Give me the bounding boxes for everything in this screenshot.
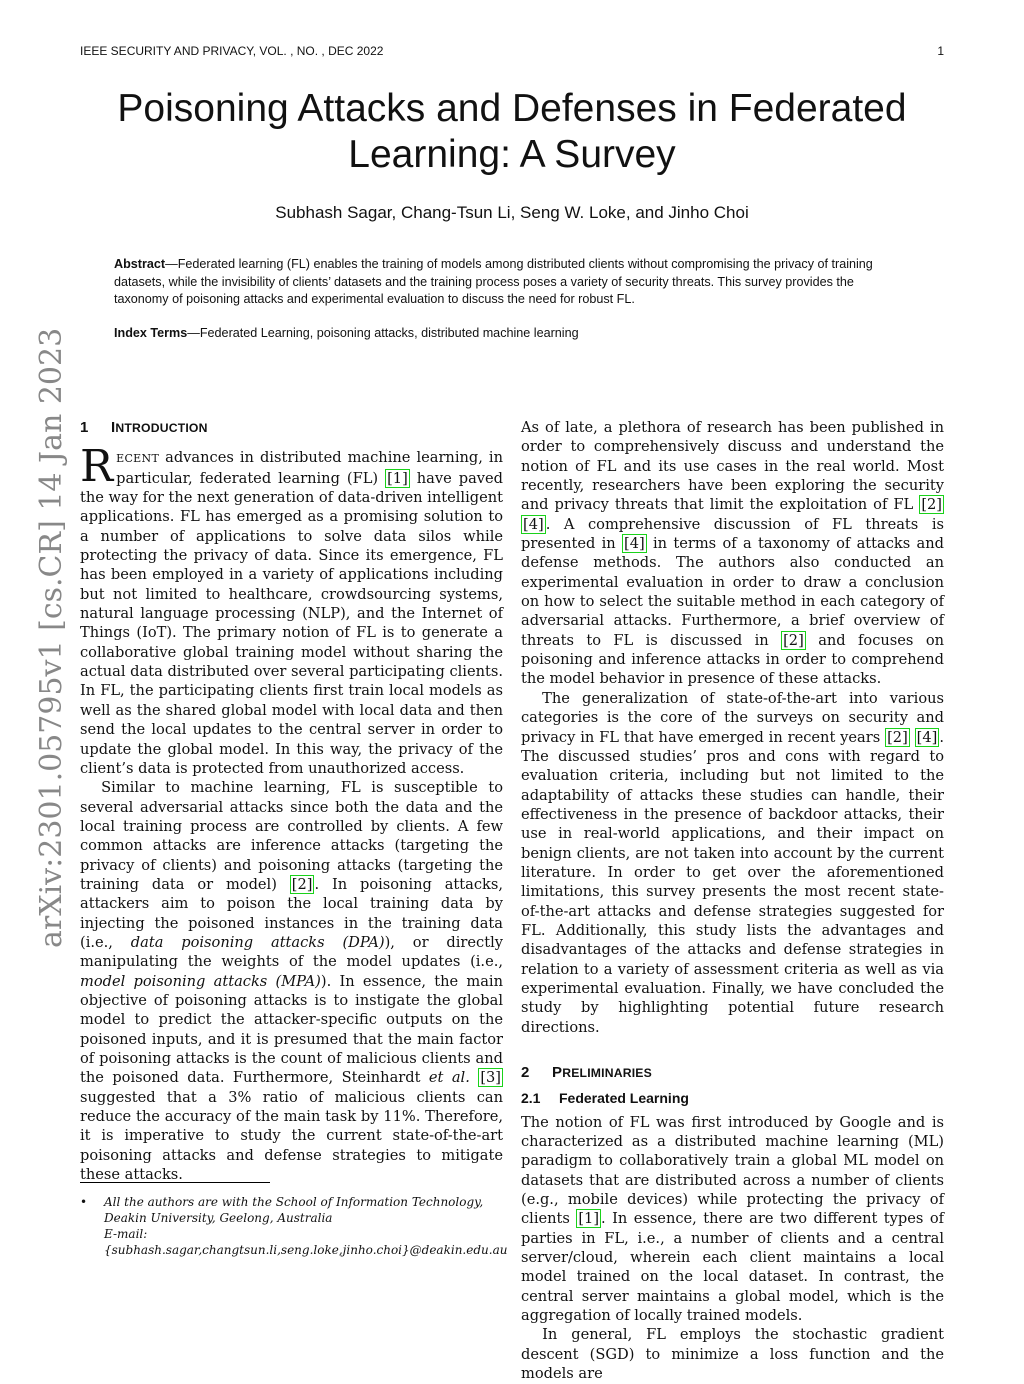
text: Similar to machine learning, FL is susceptible to several adversarial attacks since both the data and the local training process are controlled by clients. A few common attacks are inference attacks (targeting the privacy of clients) and poisoning attacks (targeting the training data or model) [80,779,503,893]
citation-link[interactable]: [2] [921,496,942,514]
emphasis: data poisoning attacks (DPA) [130,933,385,951]
paragraph [521,1113,944,1326]
abstract-label: Abstract [114,257,166,271]
text: suggested that a 3% ratio of malicious clients can reduce the accuracy of the main task by 11%. Therefore, it is imperative to study the current state-of-the-art poisoning attacks and defense strategies to mitigate these attacks. [80,1088,503,1184]
citation-link[interactable]: [2] [291,875,313,893]
text: The generalization of state-of-the-art into various categories is the core of the surveys on security and privacy in FL that have emerged in recent years [521,689,944,746]
text: in terms of a taxonomy of attacks and defense methods. The authors also conducted an experimental evaluation in order to draw a conclusion on how to select the suitable method in each category of adversarial attacks. Furthermore, a brief overview of threats to FL is discussed in [521,535,944,649]
abstract [114,256,904,309]
paragraph [521,689,944,1037]
index-terms-text: —Federated Learning, poisoning attacks, distributed machine learning [187,326,579,340]
section-title-initial: P [552,1064,563,1081]
emphasis: model poisoning attacks (MPA) [80,972,321,990]
subsection-number: 2.1 [521,1090,541,1107]
citation-link[interactable]: [4] [916,728,938,746]
footnote-affiliation: All the authors are with the School of Information Technology, Deakin University, Geelong, Australia [104,1195,484,1225]
text: The notion of FL was first introduced by Google and is characterized as a distributed machine learning (ML) paradigm to collaboratively train a global ML model on datasets that are distributed across a number of clients (e.g., mobile devices) while protecting the privacy of clients [521,1113,944,1228]
text: . In poisoning attacks, attackers aim to poison the local training data by injecting the poisoned instances in the training data (i.e., [80,875,503,951]
drop-cap: R [80,441,114,493]
emphasis: et al. [428,1069,470,1087]
paper-title [80,86,944,178]
text: . In essence, there are two different types of parties in FL, i.e., a number of clients and a central server/cloud, wherein each client maintains a local model trained on the local dataset. In contrast, the central server maintains a global model, which is the aggregation of locally trained models. [521,1210,945,1325]
paragraph-continued [521,418,944,689]
text: ). In essence, the main objective of poisoning attacks is to instigate the global model to predict the attacker-specific outputs on the poisoned inputs, and it is presumed that the main factor of poisoning attacks is the count of malicious clients and the poisoned data. Furthermore, Steinhardt [80,972,503,1087]
title-line-1: Poisoning Attacks and Defenses in Federated [117,87,907,130]
subsection-title: Federated Learning [559,1090,689,1107]
paragraph [80,778,503,1184]
text: ), or directly manipulating the weights of the model updates (i.e., [80,933,503,971]
section-number: 1 [80,419,89,436]
author-list: Subhash Sagar, Chang-Tsun Li, Seng W. Loke, and Jinho Choi [275,203,749,222]
citation-link[interactable]: [4] [523,515,544,533]
footnote-bullet: • [80,1195,88,1209]
footnote-divider [80,1182,270,1183]
citation-link[interactable]: [2] [783,631,804,649]
footnote-email: E-mail: {subhash.sagar,changtsun.li,seng.loke,jinho.choi}@deakin.edu.au [104,1227,508,1257]
running-head: IEEE SECURITY AND PRIVACY, VOL. , NO. , DEC 2022 [80,44,384,58]
title-line-2: Learning: A Survey [348,133,676,176]
citation-link[interactable]: [1] [578,1210,600,1228]
footnote [80,1194,508,1258]
index-terms [114,325,904,343]
text: In general, FL employs the stochastic gradient descent (SGD) to minimize a loss function and the models are [521,1326,944,1383]
running-header [80,44,944,62]
text: . A comprehensive discussion of FL threats is presented in [521,515,944,553]
text: As of late, a plethora of research has been published in order to comprehensively discuss and understand the notion of FL and its use cases in the real world. Most recently, researchers have been exploring the security and privacy threats that limit the exploitation of FL [521,419,944,514]
text [910,729,915,746]
index-terms-label: Index Terms [114,326,188,340]
citation-link[interactable]: [3] [480,1069,501,1087]
paragraph [80,441,503,778]
small-caps-word: ECENT [116,452,160,466]
section-title-rest: NTRODUCTION [115,421,208,435]
right-column-flow [521,418,944,1384]
arxiv-identifier: arXiv:2301.05795v1 [cs.CR] 14 Jan 2023 [34,327,69,948]
section-heading-introduction [80,418,503,438]
section-title-initial: I [111,419,116,436]
abstract-text: —Federated learning (FL) enables the training of models among distributed clients without compromising the privacy of training datasets, while the invisibility of clients’ datasets and the training process poses a variety of security threats. This survey provides the taxonomy of poisoning attacks and experimental evaluation to discuss the need for robust FL. [114,257,873,306]
text: and focuses on poisoning and inference attacks in order to comprehend the model behavior in presence of these attacks. [521,631,945,688]
subsection-heading-federated-learning [521,1089,944,1108]
section-number: 2 [521,1064,530,1081]
left-column [80,418,503,1184]
citation-link[interactable]: [2] [887,728,908,746]
paragraph [521,1325,944,1383]
text: . The discussed studies’ pros and cons with regard to evaluation criteria, including but not limited to the adaptability of attacks these studies can handle, their effectiveness in the presence of backdoor attacks, their use in real-world applications, and their impact on benign clients, are not taken into account by the current literature. In order to get over the aforementioned limitations, this survey presents the most recent state-of-the-art attacks and defense strategies suggested for FL. Additionally, this study lists the advantages and disadvantages of the attacks and defense strategies in relation to a variety of assessment criteria as well as via experimental evaluation. Finally, we have concluded the study by highlighting potential future research directions. [521,728,944,1036]
section-title-rest: RELIMINARIES [562,1066,652,1080]
text: advances in distributed machine learning, in particular, federated learning (FL) [116,449,503,487]
citation-link[interactable]: [4] [624,535,645,553]
text: have paved the way for the next generation of data-driven intelligent applications. FL has emerged as a promising solution to a number of applications to solve data silos while protecting the privacy of data. Since its emergence, FL has been employed in a variety of applications including but not limited to healthcare, crowdsourcing systems, natural language processing (NLP), and the Internet of Things (IoT). The primary notion of FL is to generate a collaborative global training model without sharing the actual data distributed over several participating clients. In FL, the participating clients first train local models as well as the shared global model with local data and then send the local updates to the central server in order to update the global model. In this way, the privacy of the client’s data is protected from unauthorized access. [80,469,503,777]
section-heading-preliminaries [521,1063,944,1083]
citation-link[interactable]: [1] [387,469,408,487]
page-number: 1 [937,44,944,58]
